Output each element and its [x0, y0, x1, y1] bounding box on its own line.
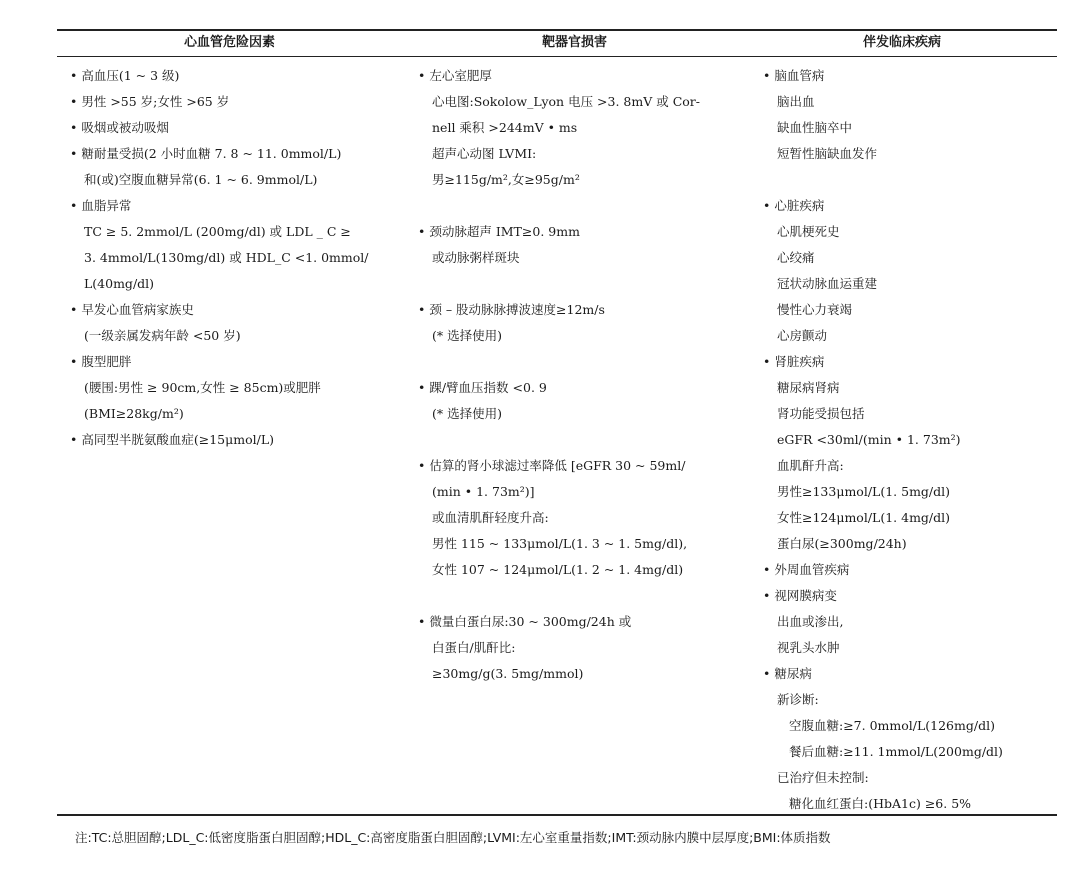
list-item: (BMI≥28kg/m²): [84, 406, 184, 421]
table-footnote: 注:TC:总胆固醇;LDL_C:低密度脂蛋白胆固醇;HDL_C:高密度脂蛋白胆固醇;LVMI:左心室重量指数;IMT:颈动脉内膜中层厚度;BMI:体质指数: [75, 830, 831, 845]
header-clinical-conditions: 伴发临床疾病: [862, 35, 941, 50]
list-item: 心绞痛: [777, 250, 815, 265]
list-item: • 外周血管疾病: [763, 562, 850, 577]
list-item: 慢性心力衰竭: [777, 302, 853, 317]
list-item: 缺血性脑卒中: [777, 120, 853, 135]
spacer: [763, 167, 1063, 193]
list-item: 血肌酐升高:: [777, 458, 844, 473]
list-item: • 颈 – 股动脉脉搏波速度≥12m/s: [418, 302, 605, 317]
header-target-organ-damage: 靶器官损害: [541, 35, 607, 50]
spacer: [418, 583, 748, 609]
header-cv-risk-factors: 心血管危险因素: [183, 35, 275, 50]
column-risk-factors: [70, 63, 400, 453]
list-item: • 糖耐量受损(2 小时血糖 7. 8 ~ 11. 0mmol/L): [70, 146, 342, 161]
list-item: 脑出血: [777, 94, 815, 109]
list-item: 冠状动脉血运重建: [777, 276, 878, 291]
list-item: (一级亲属发病年龄 <50 岁): [84, 328, 241, 343]
list-item: 男性 115 ~ 133μmol/L(1. 3 ~ 1. 5mg/dl),: [432, 536, 688, 551]
list-item: • 高同型半胱氨酸血症(≥15μmol/L): [70, 432, 274, 447]
list-item: 餐后血糖:≥11. 1mmol/L(200mg/dl): [789, 744, 1003, 759]
column-clinical-conditions: [763, 63, 1063, 817]
list-item: • 视网膜病变: [763, 588, 837, 603]
list-item: 或动脉粥样斑块: [432, 250, 520, 265]
list-item: 肾功能受损包括: [777, 406, 865, 421]
list-item: L(40mg/dl): [84, 276, 155, 291]
list-item: 超声心动图 LVMI:: [432, 146, 537, 161]
list-item: ≥30mg/g(3. 5mg/mmol): [432, 666, 584, 681]
list-item: • 踝/臂血压指数 <0. 9: [418, 380, 547, 395]
table-top-rule: [57, 29, 1057, 31]
list-item: 糖尿病肾病: [777, 380, 840, 395]
list-item: 视乳头水肿: [777, 640, 840, 655]
list-item: 出血或渗出,: [777, 614, 844, 629]
list-item: 或血清肌酐轻度升高:: [432, 510, 549, 525]
table-header-rule: [57, 56, 1057, 57]
list-item: • 早发心血管病家族史: [70, 302, 194, 317]
list-item: 男≥115g/m²,女≥95g/m²: [432, 172, 580, 187]
list-item: 已治疗但未控制:: [777, 770, 869, 785]
list-item: • 血脂异常: [70, 198, 132, 213]
spacer: [418, 427, 748, 453]
list-item: • 吸烟或被动吸烟: [70, 120, 169, 135]
list-item: • 微量白蛋白尿:30 ~ 300mg/24h 或: [418, 614, 632, 629]
column-target-organ-damage: [418, 63, 748, 687]
spacer: [418, 193, 748, 219]
list-item: 白蛋白/肌酐比:: [432, 640, 516, 655]
list-item: 短暂性脑缺血发作: [777, 146, 878, 161]
spacer: [418, 349, 748, 375]
list-item: • 心脏疾病: [763, 198, 825, 213]
list-item: 男性≥133μmol/L(1. 5mg/dl): [777, 484, 951, 499]
list-item: • 腹型肥胖: [70, 354, 132, 369]
list-item: • 脑血管病: [763, 68, 825, 83]
list-item: • 估算的肾小球滤过率降低 [eGFR 30 ~ 59ml/: [418, 458, 686, 473]
list-item: (min • 1. 73m²)]: [432, 484, 535, 499]
list-item: (腰围:男性 ≥ 90cm,女性 ≥ 85cm)或肥胖: [84, 380, 321, 395]
list-item: (* 选择使用): [432, 406, 502, 421]
list-item: 和(或)空腹血糖异常(6. 1 ~ 6. 9mmol/L): [84, 172, 318, 187]
list-item: • 颈动脉超声 IMT≥0. 9mm: [418, 224, 580, 239]
list-item: 新诊断:: [777, 692, 819, 707]
list-item: (* 选择使用): [432, 328, 502, 343]
list-item: • 肾脏疾病: [763, 354, 825, 369]
list-item: 蛋白尿(≥300mg/24h): [777, 536, 907, 551]
list-item: TC ≥ 5. 2mmol/L (200mg/dl) 或 LDL _ C ≥: [84, 224, 351, 239]
list-item: • 高血压(1 ~ 3 级): [70, 68, 180, 83]
list-item: • 男性 >55 岁;女性 >65 岁: [70, 94, 230, 109]
list-item: 心电图:Sokolow_Lyon 电压 >3. 8mV 或 Cor-: [432, 94, 700, 109]
list-item: 女性 107 ~ 124μmol/L(1. 2 ~ 1. 4mg/dl): [432, 562, 684, 577]
list-item: nell 乘积 >244mV • ms: [432, 120, 578, 135]
list-item: eGFR <30ml/(min • 1. 73m²): [777, 432, 961, 447]
list-item: 女性≥124μmol/L(1. 4mg/dl): [777, 510, 951, 525]
list-item: • 左心室肥厚: [418, 68, 492, 83]
list-item: 糖化血红蛋白:(HbA1c) ≥6. 5%: [789, 796, 972, 811]
list-item: 空腹血糖:≥7. 0mmol/L(126mg/dl): [789, 718, 995, 733]
list-item: 心房颤动: [777, 328, 828, 343]
spacer: [418, 271, 748, 297]
list-item: 心肌梗死史: [777, 224, 840, 239]
list-item: 3. 4mmol/L(130mg/dl) 或 HDL_C <1. 0mmol/: [84, 250, 369, 265]
list-item: • 糖尿病: [763, 666, 812, 681]
